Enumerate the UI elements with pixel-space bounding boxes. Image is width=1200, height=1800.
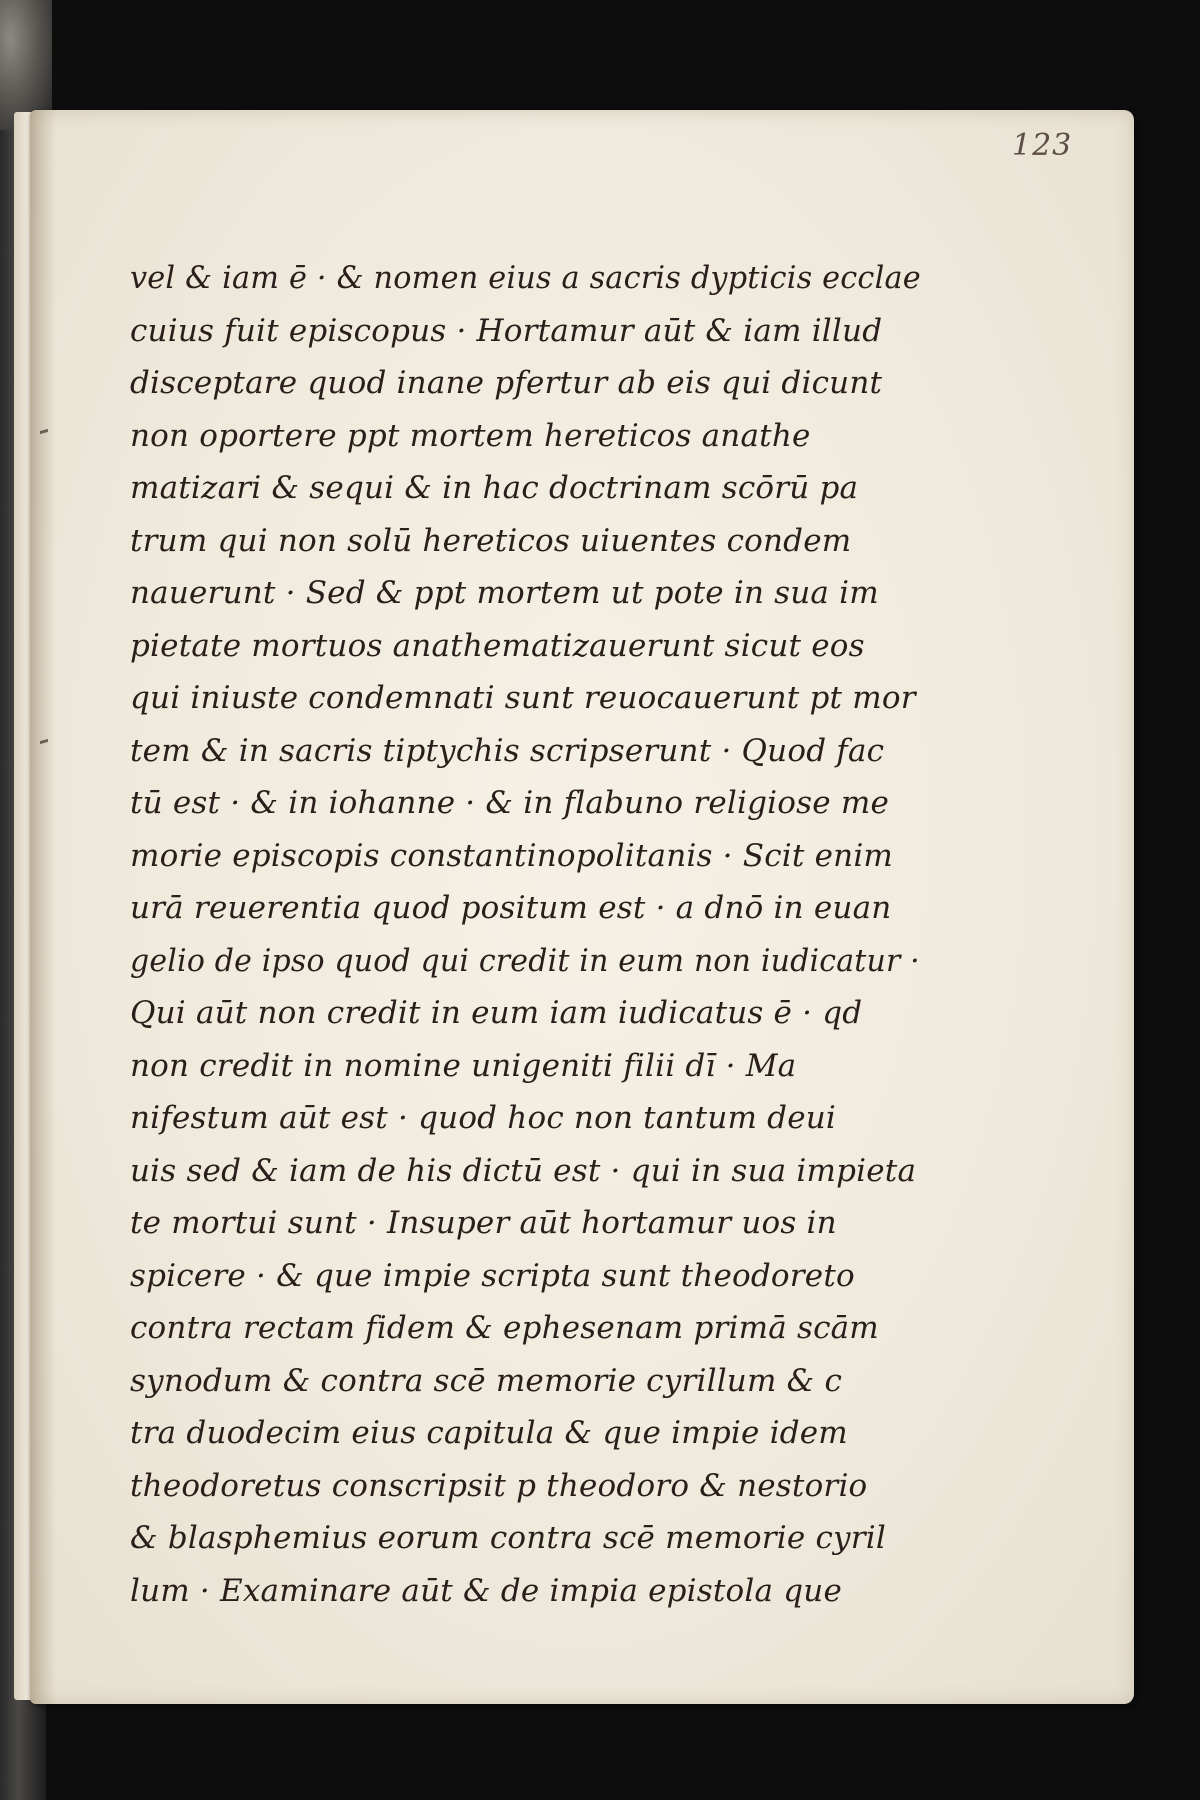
text-line: vel & iam ē · & nomen eius a sacris dypticis ecclae — [130, 260, 921, 296]
text-line: nifestum aūt est · quod hoc non tantum deui — [130, 1100, 837, 1136]
text-line: cuius fuit episcopus · Hortamur aūt & iam illud — [130, 312, 883, 349]
text-line: pietate mortuos anathematizauerunt sicut eos — [130, 627, 865, 664]
text-line: lum · Examinare aūt & de impia epistola que — [130, 1572, 843, 1609]
text-line: qui iniuste condemnati sunt reuocauerunt pt mor — [130, 680, 916, 716]
text-line: tū est · & in iohanne · & in flabuno religiose me — [130, 785, 890, 821]
text-line: tra duodecim eius capitula & que impie idem — [130, 1415, 848, 1451]
text-line: spicere · & que impie scripta sunt theodoreto — [130, 1257, 855, 1294]
text-line: & blasphemius eorum contra scē memorie cyril — [130, 1520, 886, 1556]
text-line: synodum & contra scē memorie cyrillum & c — [130, 1362, 843, 1399]
text-line: matizari & sequi & in hac doctrinam scōrū pa — [130, 470, 859, 506]
text-line: te mortui sunt · Insuper aūt hortamur uos in — [130, 1205, 837, 1241]
text-line: contra rectam fidem & ephesenam primā scām — [130, 1310, 879, 1346]
text-line: nauerunt · Sed & ppt mortem ut pote in sua im — [130, 575, 879, 611]
text-line: disceptare quod inane pfertur ab eis qui dicunt — [130, 365, 883, 401]
text-line: tem & in sacris tiptychis scripserunt · Quod fac — [130, 732, 885, 769]
gutter-shadow — [30, 110, 56, 1704]
text-line: urā reuerentia quod positum est · a dnō in euan — [130, 890, 892, 926]
folio-number: 123 — [1012, 128, 1073, 163]
text-column — [130, 252, 920, 1617]
text-line: trum qui non solū hereticos uiuentes condem — [130, 522, 852, 559]
text-line: non credit in nomine unigeniti filii dī · Ma — [130, 1047, 797, 1084]
text-line: Qui aūt non credit in eum iam iudicatus ē · qd — [130, 995, 863, 1031]
text-line: theodoretus conscripsit p theodoro & nestorio — [130, 1467, 868, 1504]
text-line: gelio de ipso quod qui credit in eum non iudicatur · — [130, 942, 920, 979]
text-line: morie episcopis constantinopolitanis · Scit enim — [130, 837, 894, 874]
text-line: non oportere ppt mortem hereticos anathe — [130, 417, 811, 454]
text-line: uis sed & iam de his dictū est · qui in sua impieta — [130, 1152, 917, 1189]
